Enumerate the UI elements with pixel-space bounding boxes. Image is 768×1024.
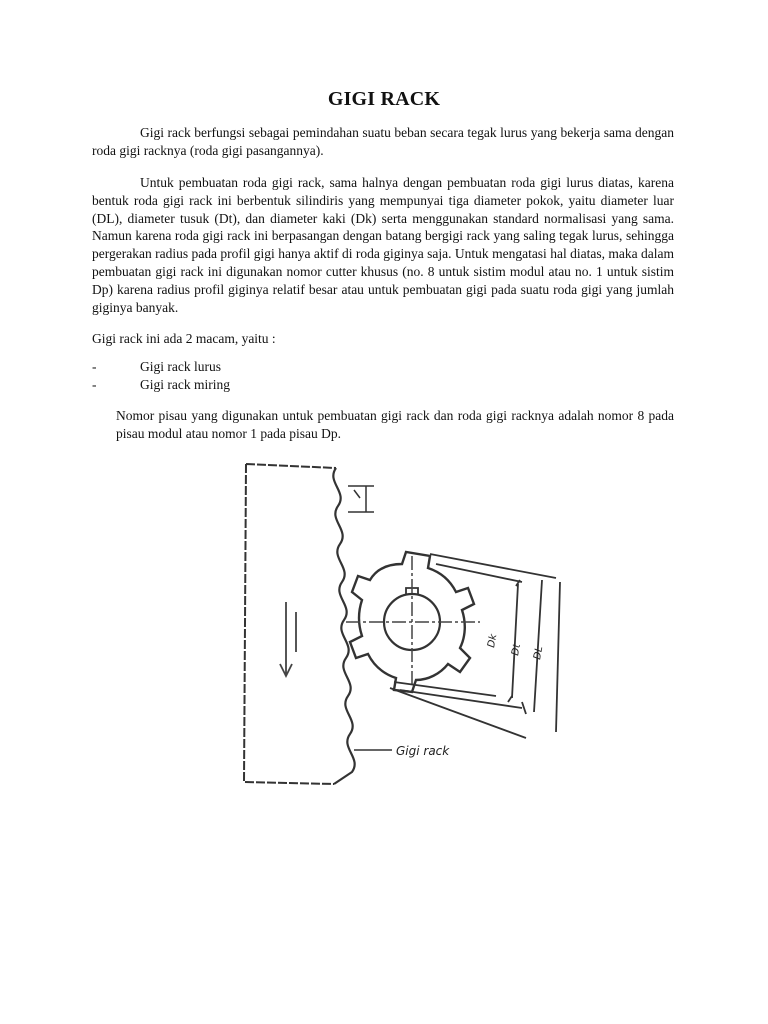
paragraph-types-intro: Gigi rack ini ada 2 macam, yaitu : — [92, 331, 276, 346]
list-item — [92, 358, 230, 376]
dimension-label-dk: Dk — [486, 633, 500, 649]
list-bullet: - — [92, 359, 97, 374]
gear-rack-diagram — [226, 452, 586, 792]
paragraph-manufacturing: Untuk pembuatan roda gigi rack, sama halnya dengan pembuatan roda gigi lurus diatas, karena bentuk roda gigi rack ini berbentuk silindiris yang mempunyai tiga diameter pokok, yaitu diameter luar (DL), diameter tusuk (Dt), dan diameter kaki (Dk) serta menggunakan standard normalisasi yang sama. Namun karena roda gigi rack ini berpasangan dengan batang bergigi rack yang saling tegak lurus, sehingga pergerakan radius pada profil gigi hanya aktif di roda giginya saja. Untuk mengatasi hal diatas, maka dalam pembuatan gigi rack ini digunakan nomor cutter khusus (no. 8 untuk sistim modul atau no. 1 untuk sistim Dp) karena radius profil giginya relatif besar atau untuk pembuatan gigi pada suatu roda gigi yang jumlah giginya banyak. — [92, 175, 674, 315]
dimension-label-dt: Dt — [510, 643, 523, 657]
gear-rack-drawing — [226, 452, 586, 792]
page-title: GIGI RACK — [327, 88, 441, 110]
paragraph-cutter-number: Nomor pisau yang digunakan untuk pembuatan gigi rack dan roda gigi racknya adalah nomor 8 pada pisau modul atau nomor 1 pada pisau Dp. — [116, 408, 674, 441]
list-bullet: - — [92, 377, 97, 392]
dimension-label-dl: DL — [532, 645, 546, 661]
list-item-text: Gigi rack miring — [140, 377, 230, 392]
paragraph-intro: Gigi rack berfungsi sebagai pemindahan suatu beban secara tegak lurus yang bekerja sama dengan roda gigi racknya (roda gigi pasangannya). — [92, 125, 674, 158]
types-list — [92, 358, 230, 394]
list-item-text: Gigi rack lurus — [140, 359, 221, 374]
list-item — [92, 376, 230, 394]
rack-label: Gigi rack — [396, 744, 450, 758]
